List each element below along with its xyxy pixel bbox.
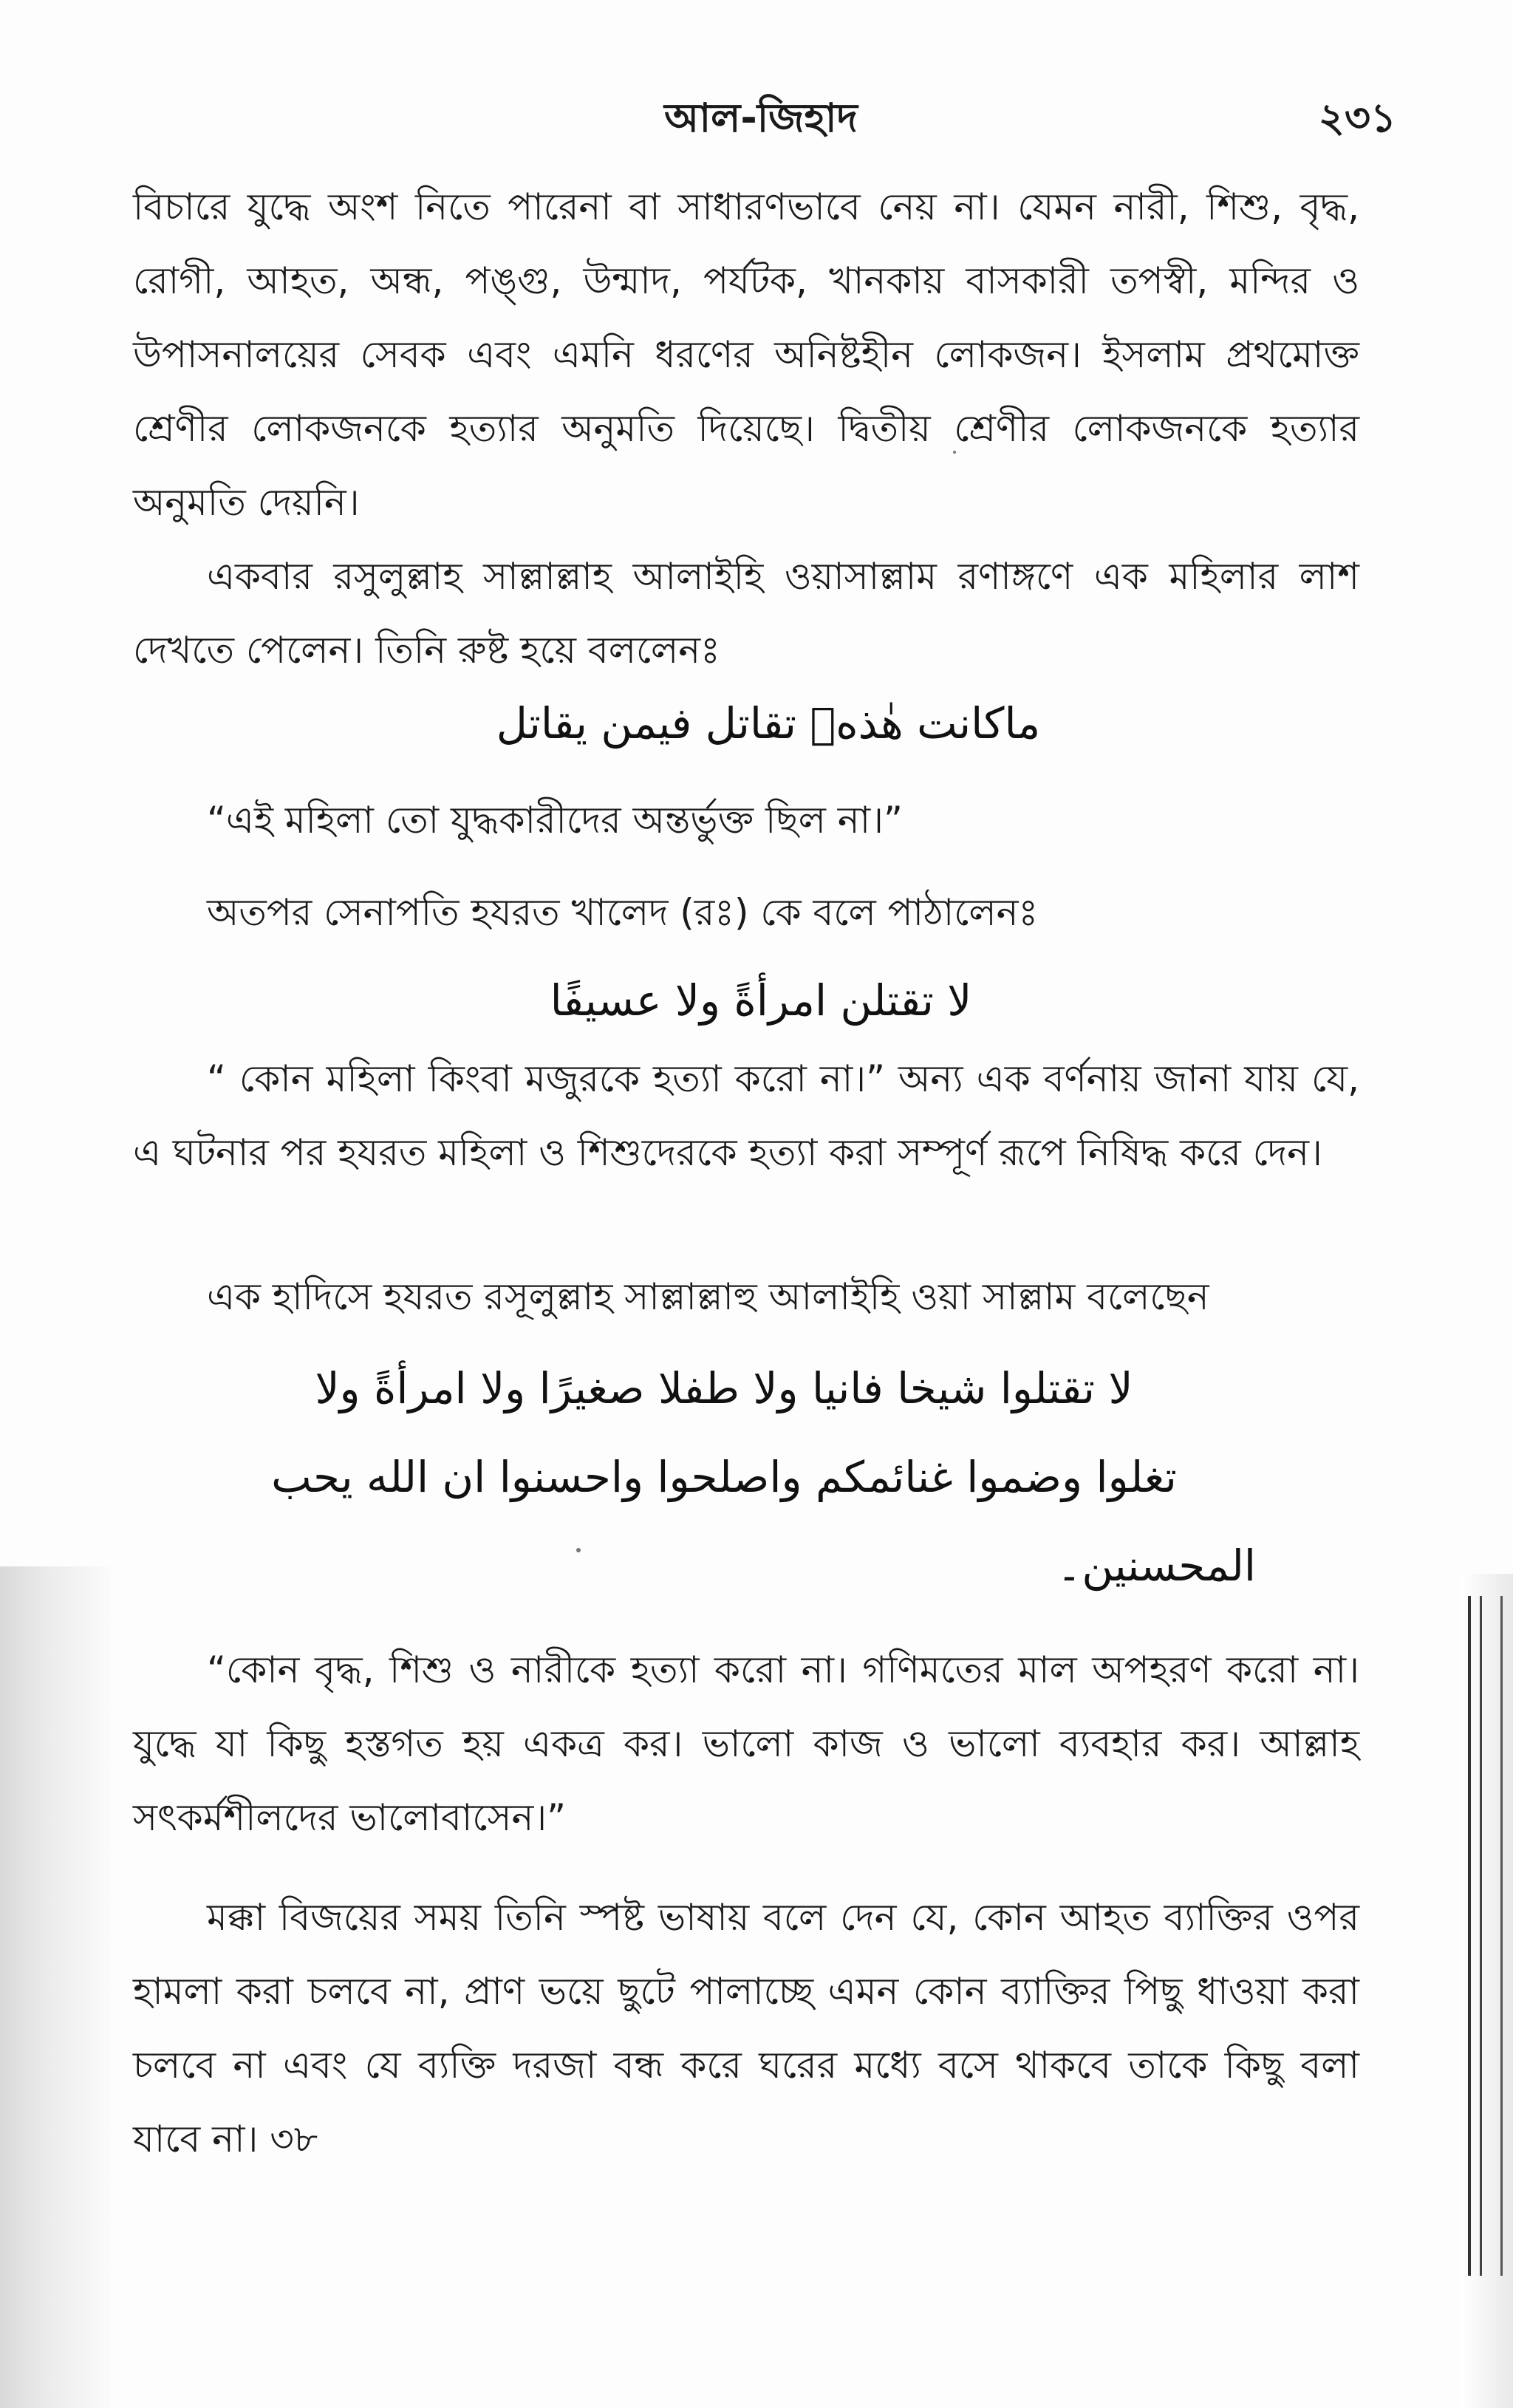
paragraph-4: “ কোন মহিলা কিংবা মজুরকে হত্যা করো না।” অন্য এক বর্ণনায় জানা যায় যে, এ ঘটনার পর হযরত মহিলা ও শিশুদেরকে হত্যা করা সম্পূর্ণ রূপে নিষিদ্ধ করে দেন। [133, 1057, 1359, 1174]
paragraph-6: মক্কা বিজয়ের সময় তিনি স্পষ্ট ভাষায় বলে দেন যে, কোন আহত ব্যাক্তির ওপর হামলা করা চলবে না, প্রাণ ভয়ে ছুটে পালাচ্ছে এমন কোন ব্যাক্তির পিছু ধাওয়া করা চলবে না এবং যে ব্যক্তি দরজা বন্ধ করে ঘরের মধ্যে বসে থাকবে তাকে কিছু বলা যাবে না। ৩৮ [133, 1896, 1359, 2160]
scan-shadow-left [0, 1566, 111, 2408]
page-binding-lines [1468, 1596, 1503, 2276]
paragraph-3: অতপর সেনাপতি হযরত খালেদ (রঃ) কে বলে পাঠালেনঃ [207, 891, 1039, 934]
paragraph-1: বিচারে যুদ্ধে অংশ নিতে পারেনা বা সাধারণভাবে নেয় না। যেমন নারী, শিশু, বৃদ্ধ, রোগী, আহত, অন্ধ, পঙ্গু, উন্মাদ, পর্যটক, খানকায় বাসকারী তপস্বী, মন্দির ও উপাসনালয়ের সেবক এবং এমনি ধরণের অনিষ্টহীন লোকজন। ইসলাম প্রথমোক্ত শ্রেণীর লোকজনকে হত্যার অনুমতি দিয়েছে। দ্বিতীয় শ্রেণীর লোকজনকে হত্যার অনুমতি দেয়নি। [133, 185, 1359, 524]
arabic-quote-2: لا تقتلن امرأةً ولا عسيفًا [550, 975, 972, 1026]
translation-quote-1: “এই মহিলা তো যুদ্ধকারীদের অন্তর্ভুক্ত ছিল না।” [207, 799, 903, 842]
arabic-hadith-line-1: لا تقتلوا شيخا فانيا ولا طفلا صغيرًا ولا امرأةً ولا [315, 1363, 1133, 1413]
page-header [0, 87, 1513, 154]
paragraph-5: এক হাদিসে হযরত রসূলুল্লাহ সাল্লাল্লাহু আলাইহি ওয়া সাল্লাম বলেছেন [207, 1275, 1209, 1318]
running-title: আল-জিহাদ [664, 95, 858, 141]
page-number: ২৩১ [1318, 95, 1396, 141]
paragraph-2: একবার রসুলুল্লাহ সাল্লাল্লাহ আলাইহি ওয়াসাল্লাম রণাঙ্গণে এক মহিলার লাশ দেখতে পেলেন। তিনি রুষ্ট হয়ে বললেনঃ [133, 555, 1359, 672]
translation-quote-2: “কোন বৃদ্ধ, শিশু ও নারীকে হত্যা করো না। গণিমতের মাল অপহরণ করো না। যুদ্ধে যা কিছু হস্তগত হয় একত্র কর। ভালো কাজ ও ভালো ব্যবহার কর। আল্লাহ সৎকর্মশীলদের ভালোবাসেন।” [133, 1648, 1359, 1839]
arabic-hadith-line-2: تغلوا وضموا غنائمكم واصلحوا واحسنوا ان الله يحب [271, 1452, 1177, 1502]
scan-speck [953, 451, 956, 454]
arabic-quote-1: ماكانت هٰذهٖ تقاتل فيمن يقاتل [496, 698, 1041, 748]
scan-speck [576, 1548, 581, 1552]
arabic-hadith-line-3: المحسنين۔ [1056, 1541, 1256, 1591]
